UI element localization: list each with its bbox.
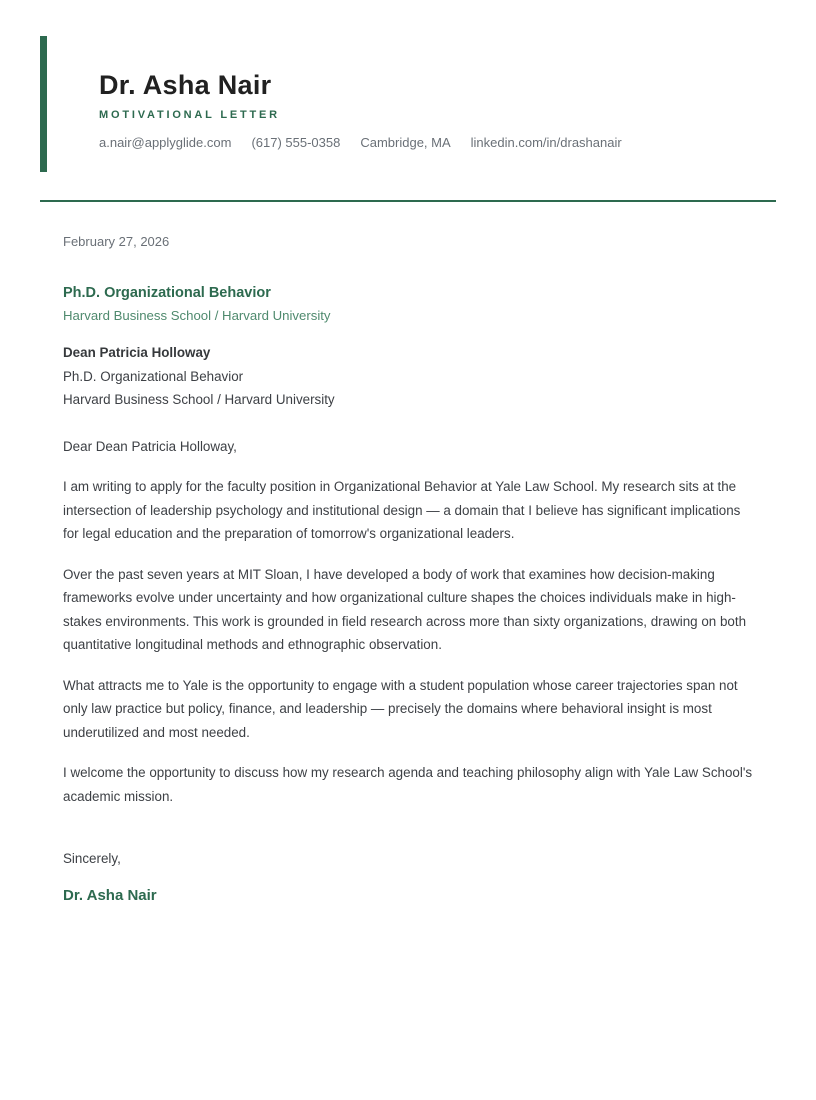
letter-date: February 27, 2026 — [63, 234, 170, 249]
signature-name: Dr. Asha Nair — [63, 886, 157, 904]
body-paragraph: I am writing to apply for the faculty position in Organizational Behavior at Yale Law School. My research sits at the intersection of leadership psychology and institutional design — a domain that I believe has significant implications for legal education and the preparation of tomorrow's organizational leaders. — [63, 479, 741, 541]
closing: Sincerely, — [63, 851, 121, 866]
position-organization: Harvard Business School / Harvard University — [63, 308, 331, 323]
recipient-organization: Harvard Business School / Harvard University — [63, 392, 335, 407]
letter-header — [0, 0, 816, 152]
recipient-name: Dean Patricia Holloway — [63, 345, 211, 360]
contact-location: Cambridge, MA — [360, 135, 451, 150]
body-paragraph: What attracts me to Yale is the opportunity to engage with a student population whose career trajectories span not only law practice but policy, finance, and leadership — precisely the domains where behavioral insight is most underutilized and most needed. — [63, 677, 738, 740]
contact-email: a.nair@applyglide.com — [99, 135, 232, 150]
letter-body — [63, 233, 753, 906]
body-paragraph: I welcome the opportunity to discuss how my research agenda and teaching philosophy align with Yale Law School's academic mission. — [63, 765, 753, 804]
contact-phone: (617) 555-0358 — [251, 135, 341, 150]
contact-row — [99, 134, 776, 152]
header-divider — [40, 200, 776, 202]
header-accent-bar — [40, 36, 47, 172]
recipient-block — [63, 341, 753, 412]
salutation: Dear Dean Patricia Holloway, — [63, 438, 237, 454]
applicant-name: Dr. Asha Nair — [99, 70, 272, 100]
position-block — [63, 282, 753, 328]
contact-linkedin: linkedin.com/in/drashanair — [470, 135, 622, 150]
position-title: Ph.D. Organizational Behavior — [63, 285, 271, 301]
body-paragraph: Over the past seven years at MIT Sloan, I have developed a body of work that examines how decision-making frameworks evolve under uncertainty and how organizational culture shapes the choices individuals make in high-stakes environments. This work is grounded in field research across more than sixty organizations, drawing on both quantitative longitudinal methods and ethnographic observation. — [63, 566, 747, 652]
document-type-label: MOTIVATIONAL LETTER — [99, 109, 280, 121]
recipient-title: Ph.D. Organizational Behavior — [63, 368, 244, 384]
